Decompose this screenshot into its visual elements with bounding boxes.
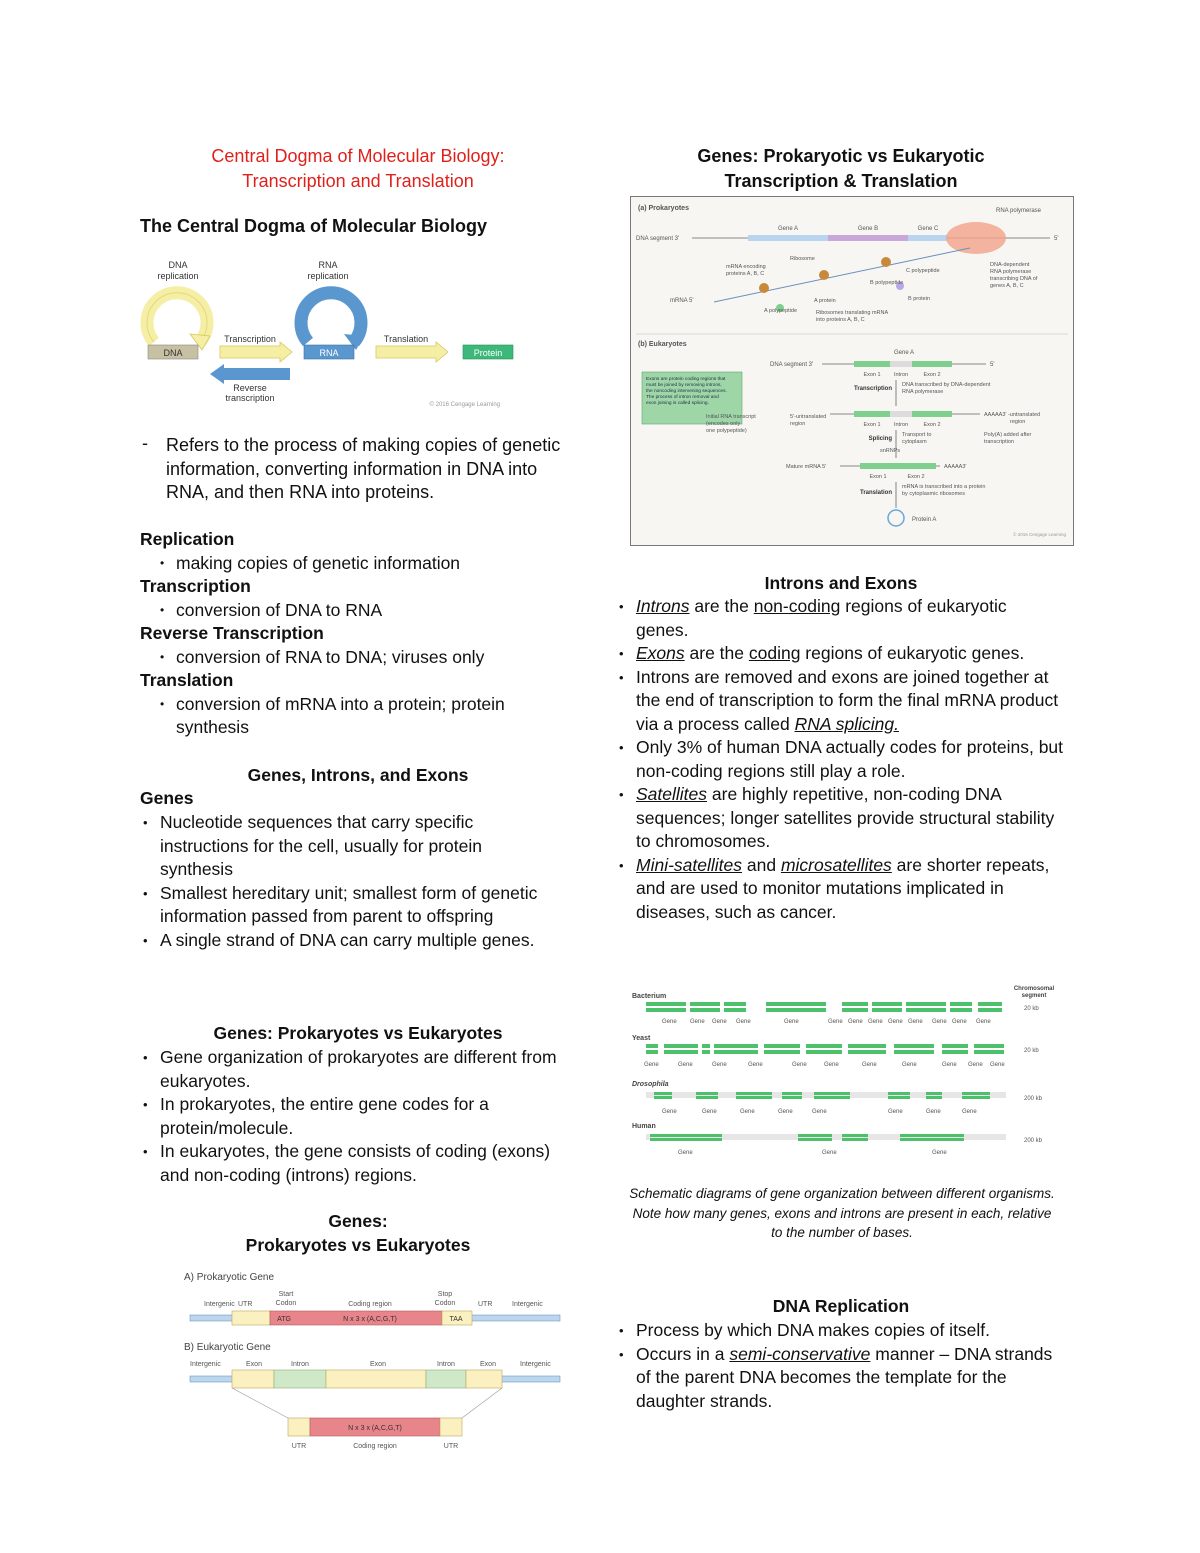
svg-text:UTR: UTR [478,1301,493,1308]
svg-text:Exon 2: Exon 2 [907,474,925,480]
desc-replication: • making copies of genetic information [140,552,570,576]
list-item: • Smallest hereditary unit; smallest form of genetic information passed from parent to offspring [140,882,540,929]
list-item: • Gene organization of prokaryotes are different from eukaryotes. [140,1046,560,1093]
svg-text:Gene: Gene [662,1109,677,1115]
svg-text:B protein: B protein [908,296,931,302]
dogma-description-text: Refers to the process of making copies of genetic information, converting information in DNA into RNA, and then RNA into proteins. [166,435,561,502]
svg-text:Gene: Gene [828,1019,843,1025]
svg-text:Gene C: Gene C [917,226,939,232]
term-semi-conservative: semi-conservative [729,1343,871,1364]
term-replication: Replication [140,529,235,549]
svg-text:Intergenic: Intergenic [204,1301,235,1308]
gene-structure-figure [180,1268,570,1458]
list-item [616,642,1064,666]
svg-text:Reverse: Reverse [233,383,267,393]
desc-transcription: • conversion of DNA to RNA [140,599,570,623]
svg-text:N x 3 x (A,C,G,T): N x 3 x (A,C,G,T) [348,1425,402,1432]
transcription-arrow [220,342,292,362]
svg-text:Gene: Gene [952,1019,967,1025]
svg-text:Gene: Gene [990,1062,1005,1068]
svg-text:cytoplasm: cytoplasm [902,439,927,445]
heading-line1: Genes: [328,1211,388,1231]
text: manner – DNA strands of the parent DNA becomes the template for the daughter strands. [636,1343,1053,1411]
svg-text:Coding region: Coding region [348,1301,392,1308]
term-satellites: Satellites [636,784,708,804]
svg-text:Intergenic: Intergenic [512,1301,543,1308]
svg-text:Gene: Gene [908,1019,923,1025]
translation-arrow [376,342,448,362]
svg-text:Protein A: Protein A [912,517,937,523]
svg-text:RNA polymerase: RNA polymerase [990,269,1032,275]
list-item: • Nucleotide sequences that carry specific instructions for the cell, usually for protein synthesis [140,811,540,882]
list-item: • In eukaryotes, the gene consists of coding (exons) and non-coding (introns) regions. [140,1140,560,1187]
section-heading-genes-prok-euk [140,1210,576,1257]
right-title [616,144,1066,194]
svg-text:transcription: transcription [225,393,275,403]
svg-text:Gene: Gene [932,1019,947,1025]
svg-text:Exon 2: Exon 2 [923,372,941,378]
svg-text:N x 3 x (A,C,G,T): N x 3 x (A,C,G,T) [343,1316,397,1323]
svg-text:region: region [1010,419,1026,425]
svg-text:20 kb: 20 kb [1024,1048,1039,1054]
svg-text:Gene: Gene [662,1019,677,1025]
svg-text:Gene: Gene [740,1109,755,1115]
list-item: • Process by which DNA makes copies of itself. [616,1319,1056,1343]
svg-text:RNA polymerase: RNA polymerase [996,208,1042,214]
svg-text:into proteins A, B, C: into proteins A, B, C [816,317,865,323]
svg-text:Gene: Gene [644,1062,659,1068]
svg-text:Poly(A) added after: Poly(A) added after [984,432,1032,438]
fig-label-dna-replication: DNA [168,260,188,270]
svg-text:Gene: Gene [888,1019,903,1025]
figure-caption: Schematic diagrams of gene organization between different organisms. Note how many genes, exons and introns are present in each, relative to the number of bases. [629,1186,1055,1240]
svg-text:5': 5' [990,362,995,368]
svg-text:Gene: Gene [976,1019,991,1025]
svg-text:UTR: UTR [443,1443,459,1450]
svg-text:DNA: DNA [163,348,183,358]
svg-text:Bacterium: Bacterium [632,993,667,1000]
term-introns: Introns [636,596,690,616]
underlined-coding: coding [748,643,801,663]
fig-label-rna-replication: RNA [318,260,338,270]
svg-text:Gene: Gene [968,1062,983,1068]
svg-text:segment: segment [1021,993,1047,999]
svg-text:Transcription: Transcription [853,386,892,392]
heading-line2: Prokaryotes vs Eukaryotes [245,1234,471,1255]
definition-list [140,528,570,740]
dash-marker: - [142,433,148,453]
svg-text:RNA: RNA [319,348,339,358]
svg-text:Exon 1: Exon 1 [863,372,881,378]
svg-text:Chromosomal: Chromosomal [1013,986,1055,992]
list-item [616,595,1064,642]
svg-text:Stop: Stop [437,1291,453,1298]
svg-text:Gene: Gene [712,1019,727,1025]
dogma-description [140,434,570,505]
svg-text:AAAAA3': AAAAA3' [944,464,967,470]
svg-text:one polypeptide): one polypeptide) [706,428,747,434]
svg-text:Gene: Gene [902,1062,917,1068]
text: are highly repetitive, non-coding DNA sequences; longer satellites provide structural stability to chromosomes. [636,784,1055,851]
text: and [742,854,781,875]
svg-text:B polypeptide: B polypeptide [870,280,904,286]
underlined-noncoding: non-coding [753,596,841,616]
svg-text:RNA polymerase: RNA polymerase [902,389,944,395]
list-item [616,1343,1056,1414]
svg-text:mRNA encoding: mRNA encoding [726,264,766,270]
svg-text:transcription: transcription [984,439,1014,445]
svg-text:Transport to: Transport to [902,432,932,438]
svg-text:DNA transcribed by DNA-depende: DNA transcribed by DNA-dependent [902,382,991,388]
svg-text:Exon 1: Exon 1 [869,474,887,480]
euk-intron-1 [274,1370,326,1388]
svg-text:Gene: Gene [678,1062,693,1068]
text: are shorter repeats, and are used to monitor mutations implicated in diseases, such as cancer. [636,854,1050,922]
svg-text:Translation: Translation [383,334,429,344]
section-heading-introns-exons: Introns and Exons [764,573,918,593]
svg-text:TAA: TAA [449,1316,463,1323]
svg-text:200 kb: 200 kb [1024,1138,1043,1144]
svg-text:proteins A, B, C: proteins A, B, C [726,271,765,277]
svg-text:Gene: Gene [862,1062,877,1068]
svg-text:region: region [790,421,806,427]
svg-text:Human: Human [632,1123,656,1130]
svg-text:the noncoding intervening sequ: the noncoding intervening sequences. [646,389,727,394]
svg-text:Ribosomes translating mRNA: Ribosomes translating mRNA [816,310,889,316]
svg-text:replication: replication [157,271,199,281]
svg-text:A protein: A protein [814,298,836,304]
svg-text:genes A, B, C: genes A, B, C [990,283,1024,289]
svg-text:Protein: Protein [473,348,503,358]
list-item [616,666,1064,737]
section-heading-central-dogma: The Central Dogma of Molecular Biology [140,216,488,236]
svg-text:mRNA 5': mRNA 5' [670,298,694,304]
bacterium-row [646,1002,1002,1012]
term-transcription: Transcription [140,576,251,596]
transcription-translation-figure [630,196,1074,546]
svg-text:Gene: Gene [702,1109,717,1115]
svg-text:Gene: Gene [888,1109,903,1115]
eukaryotic-gene-title: B) Eukaryotic Gene [184,1342,271,1353]
svg-text:© 2016 Cengage Learning: © 2016 Cengage Learning [1013,532,1066,537]
svg-text:DNA-dependent: DNA-dependent [990,262,1030,268]
text: are the [689,596,754,616]
svg-text:Intergenic: Intergenic [520,1361,551,1368]
svg-text:Gene: Gene [942,1062,957,1068]
right-title-line1: Genes: Prokaryotic vs Eukaryotic [697,146,985,166]
svg-text:DNA segment 3': DNA segment 3' [770,362,814,368]
svg-text:Gene: Gene [962,1109,977,1115]
svg-text:200 kb: 200 kb [1024,1096,1043,1102]
svg-text:Translation: Translation [859,490,892,496]
section-heading-genes-introns-exons: Genes, Introns, and Exons [247,765,469,785]
term-microsatellites: microsatellites [780,854,892,875]
svg-text:Gene B: Gene B [857,226,879,232]
svg-text:Initial RNA transcript: Initial RNA transcript [706,414,756,420]
desc-translation: • conversion of mRNA into a protein; protein synthesis [140,693,570,740]
svg-text:DNA segment 3': DNA segment 3' [636,236,680,242]
svg-text:20 kb: 20 kb [1024,1006,1039,1012]
term-exons: Exons [636,643,685,663]
svg-text:Splicing: Splicing [868,436,892,442]
rna-replication-arrow [301,293,361,342]
svg-text:Gene: Gene [778,1109,793,1115]
svg-text:Gene: Gene [736,1019,751,1025]
svg-text:Transcription: Transcription [224,334,276,344]
svg-text:Gene: Gene [748,1062,763,1068]
central-dogma-figure [140,258,520,408]
gene-organization-figure [632,982,1072,1162]
svg-text:Gene: Gene [926,1109,941,1115]
svg-text:must be joined by removing int: must be joined by removing introns, [646,383,722,388]
dna-replication-bullet-list [616,1319,1056,1413]
svg-text:Gene: Gene [848,1019,863,1025]
svg-text:Codon: Codon [275,1300,297,1307]
svg-text:mRNA is transcribed into a pro: mRNA is transcribed into a protein [902,484,986,490]
svg-text:Codon: Codon [434,1300,456,1307]
svg-text:Exon 2: Exon 2 [923,422,941,428]
svg-text:Ribosome: Ribosome [790,256,815,262]
svg-text:C polypeptide: C polypeptide [906,268,940,274]
term-mini-satellites: Mini-satellites [636,854,742,875]
text: regions of eukaryotic genes. [636,596,1007,640]
svg-text:Gene: Gene [822,1150,837,1156]
prokaryotic-gene-title: A) Prokaryotic Gene [184,1272,275,1283]
svg-text:Gene: Gene [690,1019,705,1025]
svg-text:Yeast: Yeast [632,1035,651,1042]
svg-text:The process of intron removal: The process of intron removal and [646,395,719,400]
svg-text:Intron: Intron [437,1361,455,1368]
svg-text:Mature mRNA 5': Mature mRNA 5' [786,464,827,470]
svg-text:Coding region: Coding region [353,1443,397,1450]
svg-text:Gene: Gene [784,1019,799,1025]
svg-text:Gene: Gene [868,1019,883,1025]
svg-text:Intron: Intron [291,1361,309,1368]
list-item: • Only 3% of human DNA actually codes for proteins, but non-coding regions still play a role. [616,736,1064,783]
list-item [616,783,1064,854]
svg-text:Exon 1: Exon 1 [863,422,881,428]
section-heading-prok-vs-euk: Genes: Prokaryotes vs Eukaryotes [213,1023,503,1043]
svg-text:(b) Eukaryotes: (b) Eukaryotes [638,341,687,348]
term-translation: Translation [140,670,234,690]
svg-text:Intergenic: Intergenic [190,1361,221,1368]
svg-text:Start: Start [278,1291,294,1298]
svg-text:Drosophila: Drosophila [632,1081,669,1088]
svg-text:ATG: ATG [277,1316,291,1323]
right-title-line2: Transcription & Translation [724,171,958,191]
prok-euk-bullet-list [140,1046,560,1187]
genes-bullet-list [140,811,540,952]
svg-text:replication: replication [307,271,349,281]
yeast-row [646,1044,1004,1054]
svg-text:(a) Prokaryotes: (a) Prokaryotes [638,205,689,212]
svg-text:Intron: Intron [893,372,909,378]
svg-text:Gene: Gene [792,1062,807,1068]
svg-text:Exon: Exon [370,1361,386,1368]
left-title [140,144,576,194]
svg-text:Exons are protein coding regio: Exons are protein coding regions that [646,377,726,382]
left-title-line1: Central Dogma of Molecular Biology: [211,146,505,166]
svg-text:by cytoplasmic ribosomes: by cytoplasmic ribosomes [902,491,965,497]
svg-text:Gene: Gene [812,1109,827,1115]
svg-text:exon joining is called splicin: exon joining is called splicing. [646,401,709,406]
list-item [616,854,1064,925]
rna-polymerase-shape [946,222,1006,254]
section-heading-dna-replication: DNA Replication [772,1296,910,1316]
svg-text:UTR: UTR [238,1301,253,1308]
text: are the [684,643,749,663]
list-item: • A single strand of DNA can carry multiple genes. [140,929,540,953]
term-rna-splicing: RNA splicing. [794,713,899,734]
left-title-line2: Transcription and Translation [242,171,474,191]
svg-text:Gene: Gene [712,1062,727,1068]
svg-text:Exon: Exon [480,1361,496,1368]
text: Introns are removed and exons are joined together at the end of transcription to form the final mRNA product via a process called [636,666,1059,734]
svg-text:5': 5' [1054,236,1059,242]
svg-text:Gene: Gene [932,1150,947,1156]
svg-text:Exon: Exon [246,1361,262,1368]
svg-text:(encodes only: (encodes only [706,421,741,427]
svg-text:Intron: Intron [893,422,909,428]
svg-text:Gene A: Gene A [777,226,799,232]
desc-reverse-transcription: • conversion of RNA to DNA; viruses only [140,646,570,670]
fig-credit: © 2016 Cengage Learning [429,402,500,408]
svg-text:UTR: UTR [291,1443,307,1450]
svg-text:Gene: Gene [678,1150,693,1156]
svg-text:5'-untranslated: 5'-untranslated [790,414,827,420]
introns-exons-bullet-list [616,595,1064,924]
reverse-transcription-arrow [210,364,290,384]
text: Occurs in a [636,1343,730,1364]
svg-text:A polypeptide: A polypeptide [764,308,798,314]
term-reverse-transcription: Reverse Transcription [140,623,324,643]
euk-intron-2 [426,1370,466,1388]
svg-text:Gene: Gene [824,1062,839,1068]
text: regions of eukaryotic genes. [800,643,1025,663]
svg-text:AAAAA3' -untranslated: AAAAA3' -untranslated [984,412,1041,418]
genes-label: Genes [140,788,194,808]
svg-text:snRNPs: snRNPs [880,448,901,454]
list-item: • In prokaryotes, the entire gene codes for a protein/molecule. [140,1093,560,1140]
svg-text:Gene A: Gene A [893,350,915,356]
svg-text:transcribing DNA of: transcribing DNA of [990,276,1038,282]
